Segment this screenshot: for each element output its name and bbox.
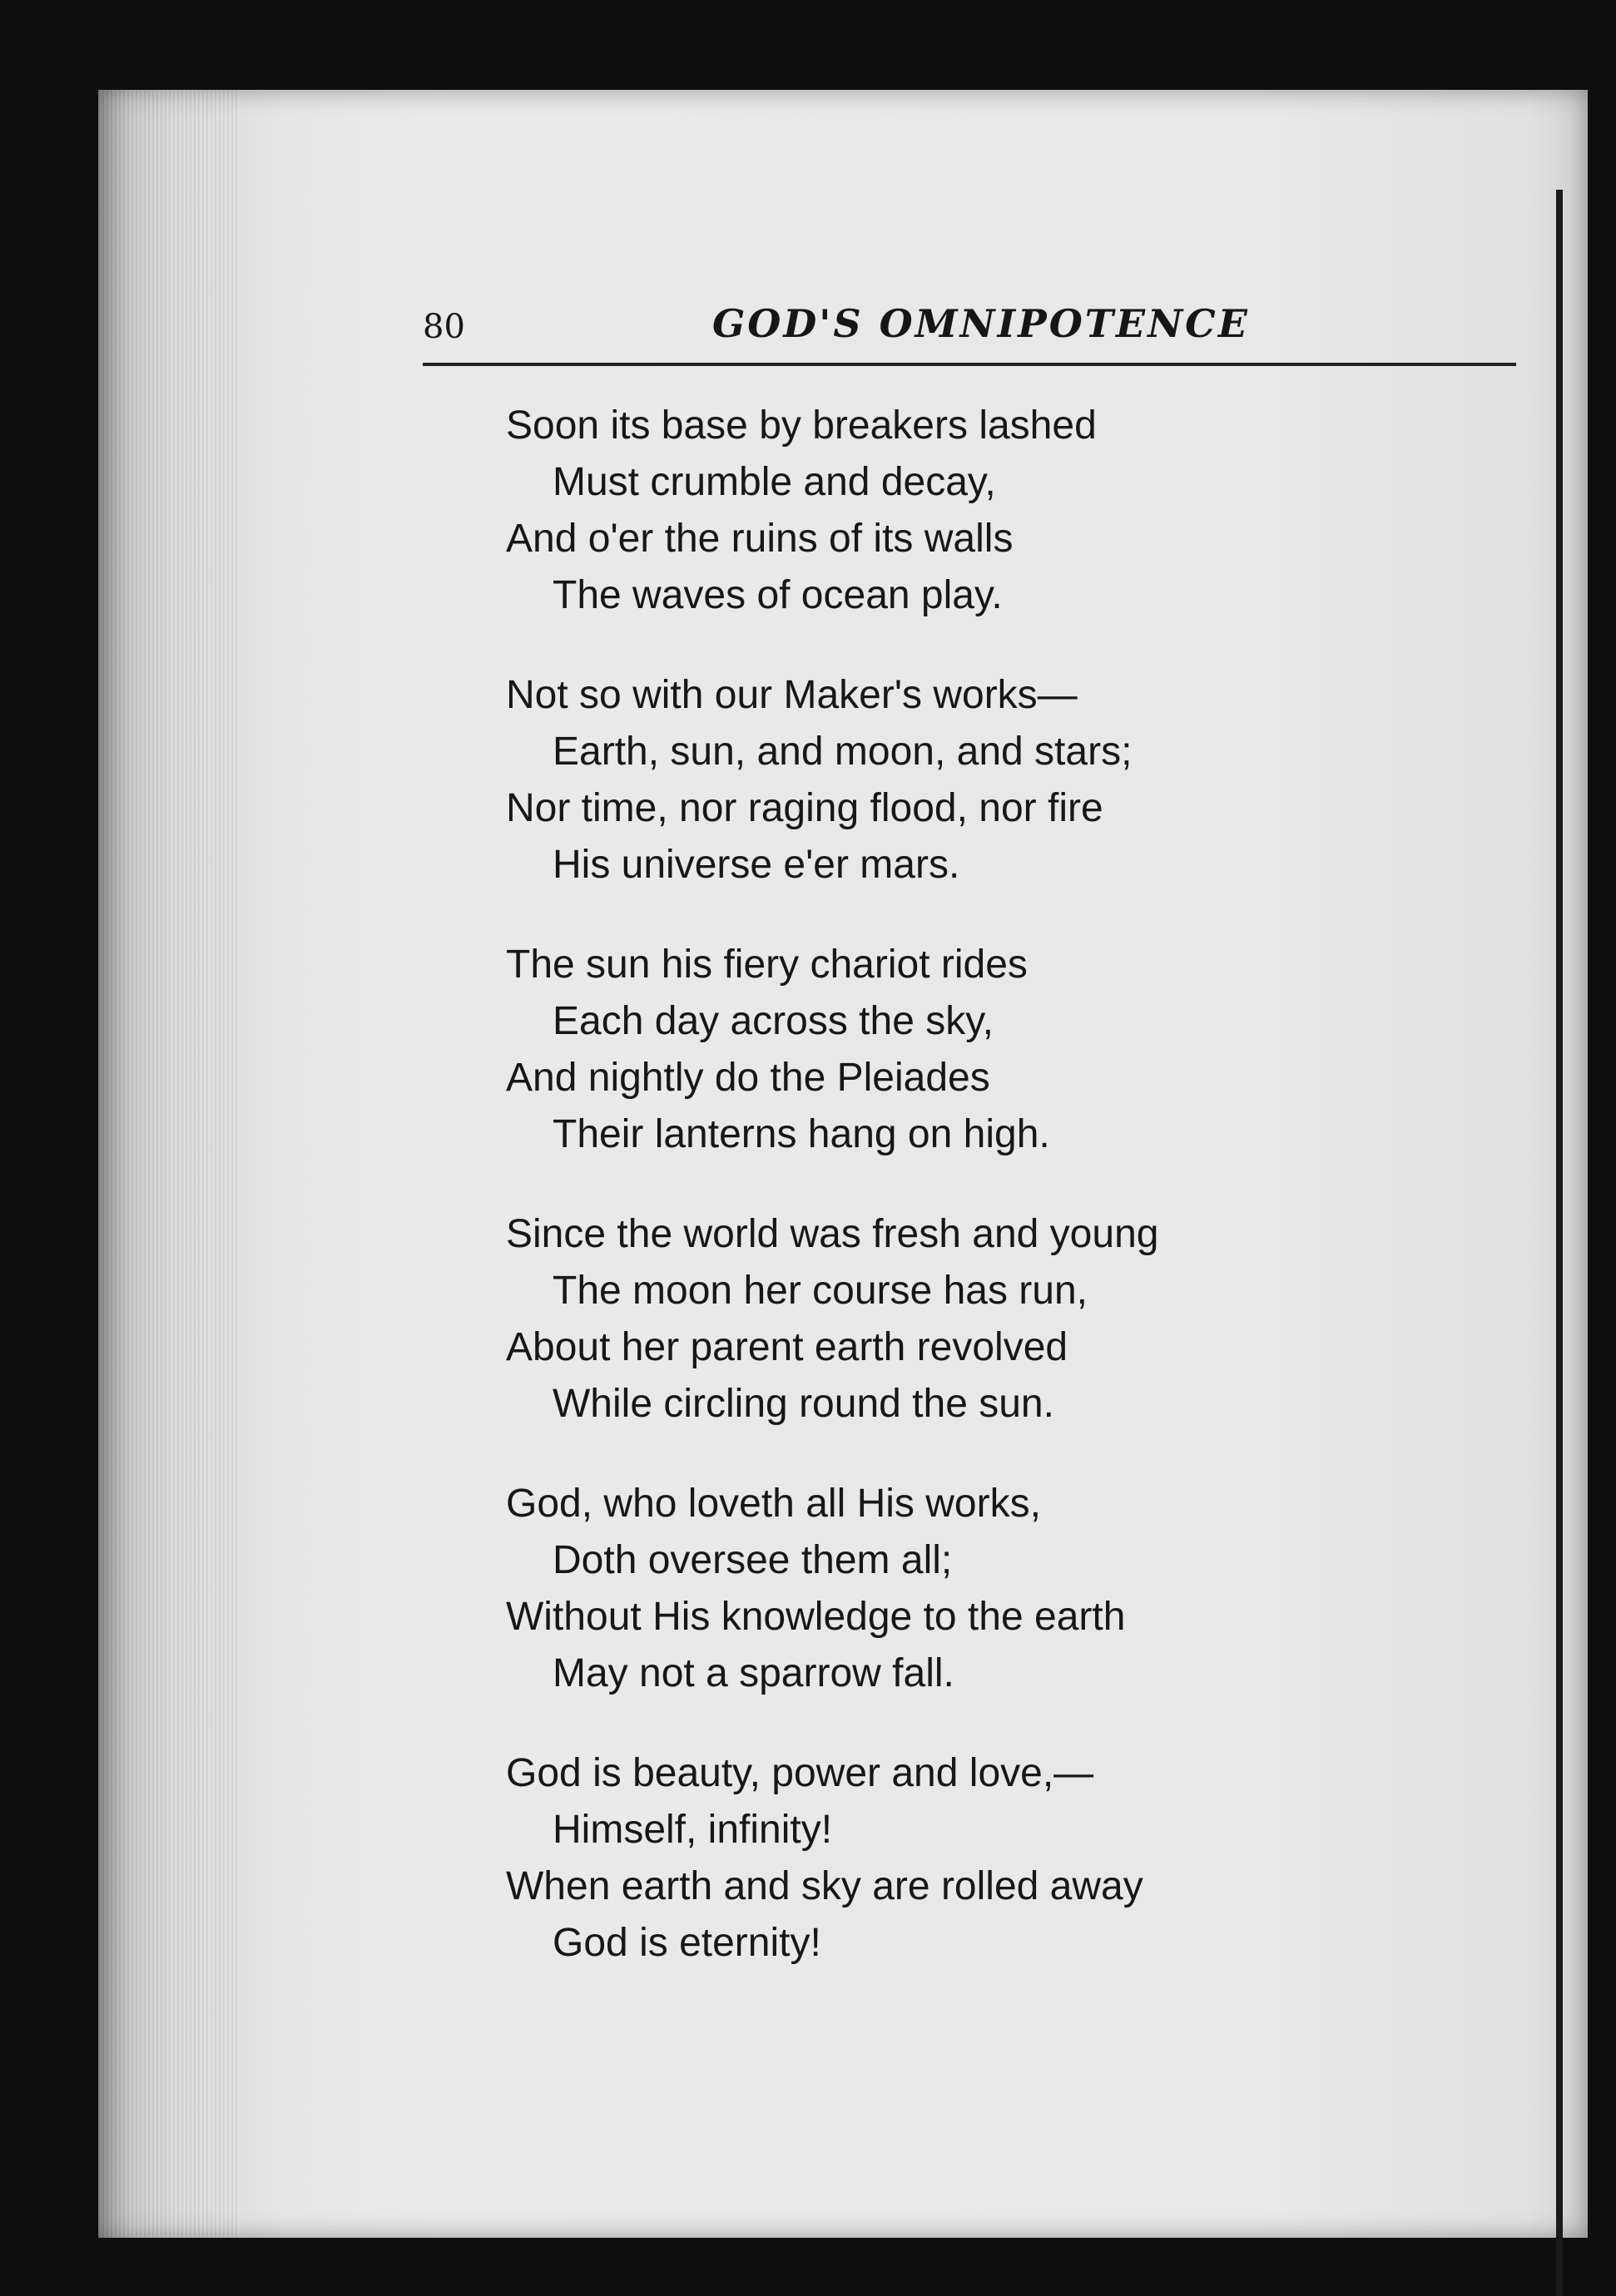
poem-line: May not a sparrow fall. xyxy=(553,1651,954,1695)
poem-line: His universe e'er mars. xyxy=(553,843,960,887)
poem-line: While circling round the sun. xyxy=(553,1382,1054,1426)
header-rule xyxy=(423,363,1516,366)
stanza xyxy=(506,1745,1421,1972)
poem-line: Nor time, nor raging flood, nor fire xyxy=(506,786,1103,830)
poem-line: Earth, sun, and moon, and stars; xyxy=(553,730,1133,774)
stanza xyxy=(506,667,1421,893)
page-number: 80 xyxy=(423,308,465,346)
poem-line: The waves of ocean play. xyxy=(553,573,1003,617)
poem-line: And o'er the ruins of its walls xyxy=(506,517,1014,561)
poem-line: Not so with our Maker's works— xyxy=(506,673,1078,717)
poem-line: Himself, infinity! xyxy=(553,1808,833,1852)
stanza xyxy=(506,937,1421,1163)
poem-line: God is eternity! xyxy=(553,1921,821,1965)
poem-line: The sun his fiery chariot rides xyxy=(506,943,1028,987)
poem-line: Since the world was fresh and young xyxy=(506,1212,1159,1256)
poem-line: Doth oversee them all; xyxy=(553,1538,953,1582)
poem-line: And nightly do the Pleiades xyxy=(506,1056,990,1100)
stanza xyxy=(506,398,1421,624)
poem-line: Each day across the sky, xyxy=(553,999,994,1043)
poem-line: The moon her course has run, xyxy=(553,1269,1088,1313)
poem-line: About her parent earth revolved xyxy=(506,1325,1068,1369)
poem-line: Without His knowledge to the earth xyxy=(506,1595,1126,1639)
poem-line: Must crumble and decay, xyxy=(553,460,996,504)
page-edge-shadow xyxy=(1556,190,1563,2296)
poem-line: When earth and sky are rolled away xyxy=(506,1864,1143,1908)
stanza xyxy=(506,1206,1421,1433)
running-title: GOD'S OMNIPOTENCE xyxy=(712,301,1250,346)
poem-line: God, who loveth all His works, xyxy=(506,1482,1041,1526)
poem-line: God is beauty, power and love,— xyxy=(506,1751,1094,1795)
page-header xyxy=(423,301,1516,351)
poem-line: Their lanterns hang on high. xyxy=(553,1112,1050,1156)
poem-line: Soon its base by breakers lashed xyxy=(506,403,1097,448)
stanza xyxy=(506,1476,1421,1702)
poem-body xyxy=(506,398,1421,2015)
